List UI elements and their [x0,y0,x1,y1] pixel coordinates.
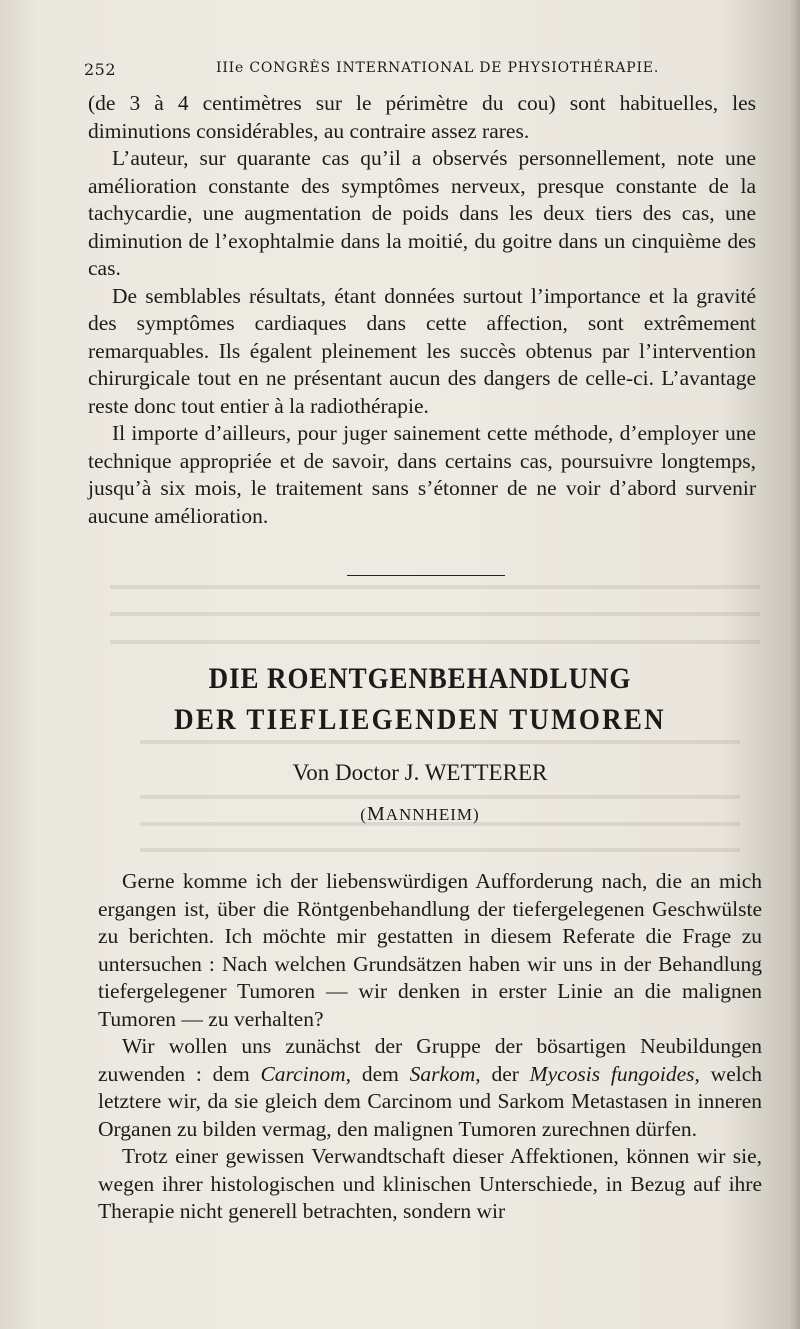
german-paragraph-3: Trotz einer gewissen Verwandtschaft dieser Affektionen, können wir sie, wegen ihrer histologischen und klinischen Unterschiede, in Bezug auf ihre Therapie nicht generell betrachten, sondern wir [98,1144,762,1223]
article-author: Von Doctor J. WETTERER [292,760,548,785]
german-paragraph-1: Gerne komme ich der liebenswürdigen Aufforderung nach, die an mich ergangen ist, über die Röntgenbehandlung der tiefergelegenen Geschwülste zu berichten. Ich möchte mir gestatten in diesem Referate die Frage zu untersuchen : Nach welchen Grundsätzen haben wir uns in der Behandlung tiefergelegener Tumoren — wir denken in erster Linie an die malignen Tumoren — zu verhalten? [98,869,762,1031]
term-mycosis-fungoides: Mycosis fungoides [529,1061,695,1086]
page-number: 252 [84,60,117,79]
article-title-line-2: DER TIEFLIEGENDEN TUMOREN [174,703,666,736]
french-paragraph-1: (de 3 à 4 centimètres sur le périmètre du cou) sont habituelles, les diminutions considérables, au contraire assez rares. [88,91,756,143]
term-sarkom: Sarkom [409,1061,476,1086]
affiliation-rest: ANNHEIM [385,805,474,824]
running-header [84,58,764,82]
term-carcinom: Carcinom [260,1061,346,1086]
german-paragraph-2-part-d: , welch letztere wir, da sie gleich dem Carcinom und Sarkom Metastasen in inneren Organen zu bilden vermag, den malignen Tumoren zurechnen dürfen. [98,1061,762,1141]
affiliation-initial: M [366,803,386,825]
german-paragraph-2-part-a: Wir wollen uns zunächst der Gruppe der bösartigen Neubildungen zuwenden : dem [98,1034,762,1086]
german-paragraph-2-part-c: , der [475,1061,530,1086]
section-divider [347,575,505,576]
german-paragraph-2-part-b: , dem [345,1061,410,1086]
german-section [98,868,762,1226]
article-title-line-1: DIE ROENTGENBEHANDLUNG [208,662,632,695]
french-paragraph-4: Il importe d’ailleurs, pour juger sainement cette méthode, d’employer une technique appropriée et de savoir, dans certains cas, poursuivre longtemps, jusqu’à six mois, le traitement sans s’étonner de ne voir d’abord survenir aucune amélioration. [88,421,756,528]
running-title: IIIe CONGRÈS INTERNATIONAL DE PHYSIOTHÉRAPIE. [216,60,660,76]
french-paragraph-3: De semblables résultats, étant données surtout l’importance et la gravité des symptômes cardiaques dans cette affection, sont extrêmement remarquables. Ils égalent pleinement les succès obtenus par l’intervention chirurgicale tout en ne présentant aucun des dangers de celle-ci. L’avantage reste donc tout entier à la radiothérapie. [88,283,756,418]
article-affiliation: (MANNHEIM) [360,803,480,825]
french-section [88,90,756,530]
german-paragraph-2 [98,1033,762,1143]
french-paragraph-2: L’auteur, sur quarante cas qu’il a observés personnellement, note une amélioration constante des symptômes nerveux, presque constante de la tachycardie, une augmentation de poids dans les deux tiers des cas, une diminution de l’exophtalmie dans la moitié, du goitre dans un cinquième des cas. [88,146,756,280]
